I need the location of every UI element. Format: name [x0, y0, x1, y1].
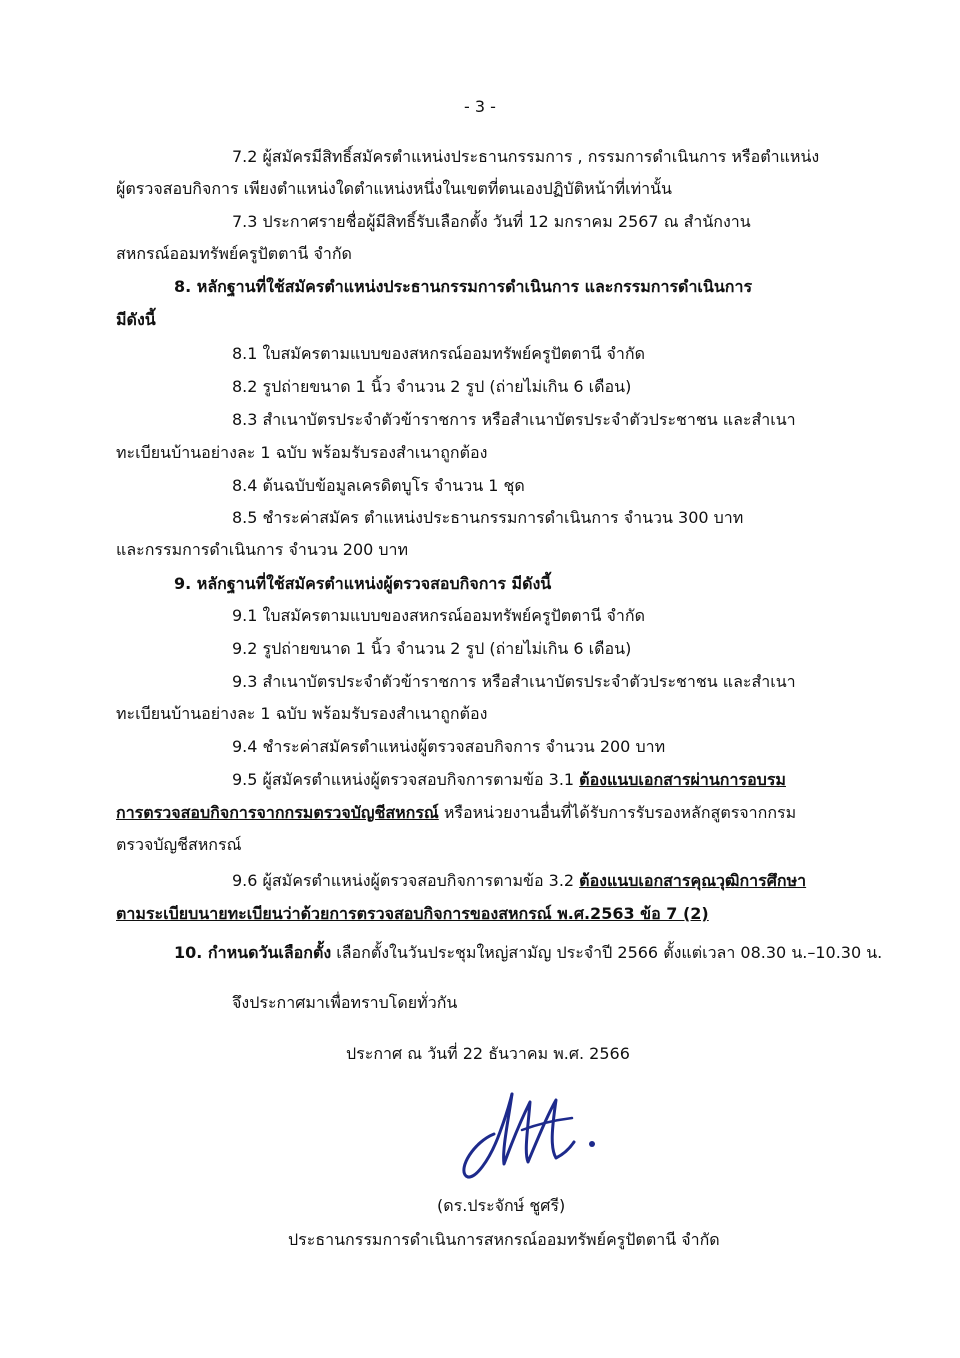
item-7-2-line2: ผู้ตรวจสอบกิจการ เพียงตำแหน่งใดตำแหน่งหนึ่งในเขตที่ตนเองปฏิบัติหน้าที่เท่านั้น	[116, 179, 672, 198]
item-9-5-line1	[232, 769, 786, 791]
item-9-6-line1	[232, 870, 806, 892]
item-8-5-line2: และกรรมการดำเนินการ จำนวน 200 บาท	[116, 540, 409, 559]
page-number: - 3 -	[464, 97, 496, 116]
signer-name: (ดร.ประจักษ์ ชูศรี)	[437, 1196, 566, 1215]
item-9-5-line2	[116, 802, 796, 824]
item-9-6-text: 9.6 ผู้สมัครตำแหน่งผู้ตรวจสอบกิจการตามข้อ 3.2	[232, 871, 580, 890]
item-8-4: 8.4 ต้นฉบับข้อมูลเครดิตบูโร จำนวน 1 ชุด	[232, 476, 525, 495]
item-9-1: 9.1 ใบสมัครตามแบบของสหกรณ์ออมทรัพย์ครูปัตตานี จำกัด	[232, 606, 645, 625]
announcement-date: ประกาศ ณ วันที่ 22 ธันวาคม พ.ศ. 2566	[346, 1044, 630, 1063]
item-9-5-requirement-cont: การตรวจสอบกิจการจากกรมตรวจบัญชีสหกรณ์	[116, 803, 439, 822]
item-7-2-line1: 7.2 ผู้สมัครมีสิทธิ์สมัครตำแหน่งประธานกรรมการ , กรรมการดำเนินการ หรือตำแหน่ง	[232, 147, 820, 166]
item-9-6-line2: ตามระเบียบนายทะเบียนว่าด้วยการตรวจสอบกิจการของสหกรณ์ พ.ศ.2563 ข้อ 7 (2)	[116, 904, 709, 923]
item-9-5-requirement: ต้องแนบเอกสารผ่านการอบรม	[579, 770, 786, 789]
item-7-3-line2: สหกรณ์ออมทรัพย์ครูปัตตานี จำกัด	[116, 244, 352, 263]
item-7-3-line1: 7.3 ประกาศรายชื่อผู้มีสิทธิ์รับเลือกตั้ง วันที่ 12 มกราคม 2567 ณ สำนักงาน	[232, 212, 751, 231]
item-8-3-line2: ทะเบียนบ้านอย่างละ 1 ฉบับ พร้อมรับรองสำเนาถูกต้อง	[116, 443, 488, 462]
item-9-2: 9.2 รูปถ่ายขนาด 1 นิ้ว จำนวน 2 รูป (ถ่ายไม่เกิน 6 เดือน)	[232, 639, 632, 658]
closing-notice: จึงประกาศมาเพื่อทราบโดยทั่วกัน	[232, 993, 458, 1012]
section-8-heading: 8. หลักฐานที่ใช้สมัครตำแหน่งประธานกรรมการดำเนินการ และกรรมการดำเนินการ	[174, 277, 753, 296]
section-10-heading: 10. กำหนดวันเลือกตั้ง	[174, 943, 332, 962]
signer-title: ประธานกรรมการดำเนินการสหกรณ์ออมทรัพย์ครูปัตตานี จำกัด	[288, 1230, 720, 1249]
item-8-3-line1: 8.3 สำเนาบัตรประจำตัวข้าราชการ หรือสำเนาบัตรประจำตัวประชาชน และสำเนา	[232, 410, 796, 429]
item-8-2: 8.2 รูปถ่ายขนาด 1 นิ้ว จำนวน 2 รูป (ถ่ายไม่เกิน 6 เดือน)	[232, 377, 632, 396]
item-9-4: 9.4 ชำระค่าสมัครตำแหน่งผู้ตรวจสอบกิจการ จำนวน 200 บาท	[232, 737, 666, 756]
item-9-5-text-cont: หรือหน่วยงานอื่นที่ได้รับการรับรองหลักสูตรจากกรม	[438, 803, 797, 822]
signature-image	[452, 1072, 602, 1182]
section-10	[174, 942, 882, 964]
item-8-1: 8.1 ใบสมัครตามแบบของสหกรณ์ออมทรัพย์ครูปัตตานี จำกัด	[232, 344, 645, 363]
item-8-5-line1: 8.5 ชำระค่าสมัคร ตำแหน่งประธานกรรมการดำเนินการ จำนวน 300 บาท	[232, 508, 744, 527]
section-8-heading-cont: มีดังนี้	[116, 310, 156, 329]
item-9-3-line1: 9.3 สำเนาบัตรประจำตัวข้าราชการ หรือสำเนาบัตรประจำตัวประชาชน และสำเนา	[232, 672, 796, 691]
item-9-5-line3: ตรวจบัญชีสหกรณ์	[116, 835, 242, 854]
section-10-text: เลือกตั้งในวันประชุมใหญ่สามัญ ประจำปี 2566 ตั้งแต่เวลา 08.30 น.–10.30 น.	[331, 943, 883, 962]
item-9-3-line2: ทะเบียนบ้านอย่างละ 1 ฉบับ พร้อมรับรองสำเนาถูกต้อง	[116, 704, 488, 723]
section-9-heading: 9. หลักฐานที่ใช้สมัครตำแหน่งผู้ตรวจสอบกิจการ มีดังนี้	[174, 574, 552, 593]
item-9-6-requirement: ต้องแนบเอกสารคุณวุฒิการศึกษา	[579, 871, 807, 890]
item-9-5-text: 9.5 ผู้สมัครตำแหน่งผู้ตรวจสอบกิจการตามข้อ 3.1	[232, 770, 580, 789]
